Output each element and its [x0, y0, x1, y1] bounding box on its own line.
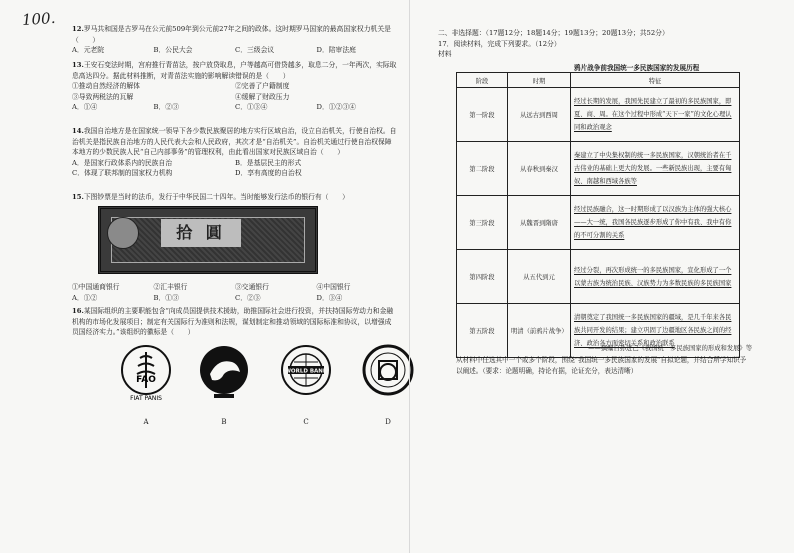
banknote-denomination: 拾 圓 — [161, 219, 241, 247]
header-feature: 特征 — [571, 73, 740, 88]
material-label: 材料 — [438, 50, 452, 59]
options — [72, 45, 398, 56]
logo-options — [120, 344, 420, 434]
statements — [72, 282, 398, 293]
dove-globe-logo[interactable] — [198, 344, 250, 404]
question-13 — [72, 60, 398, 113]
cell-stage: 第二阶段 — [457, 142, 508, 196]
cell-stage: 第一阶段 — [457, 88, 508, 142]
header-stage: 阶段 — [457, 73, 508, 88]
cell-stage: 第五阶段 — [457, 304, 508, 358]
question-17-task: 从材料中任选其中一个或多个阶段，围绕“我国统一多民族国家的发展”自拟论题，并结合所学知识予以阐述。（要求：论题明确，持论有据，论证充分，表达清晰） — [456, 356, 747, 375]
cell-period: 从五代到元 — [508, 250, 571, 304]
statement-4: ④中国银行 — [316, 283, 351, 291]
option-c[interactable]: C．体现了联邦制的国家权力机构 — [72, 169, 173, 178]
table-caption: 鸦片战争前我国统一多民族国家的发展历程 — [574, 64, 700, 72]
question-stem: 下图钞票是当时的法币，发行于中华民国二十四年。当时能够发行法币的银行有（ ） — [83, 193, 349, 201]
cell-stage: 第四阶段 — [457, 250, 508, 304]
table-row — [457, 250, 740, 304]
option-c[interactable]: C．①③④ — [235, 103, 268, 112]
option-a[interactable]: A．是国家行政体系内的民族自治 — [72, 158, 173, 167]
header-period: 时期 — [508, 73, 571, 88]
question-number: 14. — [72, 127, 84, 135]
option-b[interactable]: B．公民大会 — [153, 46, 193, 55]
table-header-row — [457, 73, 740, 88]
option-d[interactable]: D．③④ — [316, 293, 343, 302]
option-a[interactable]: A．①② — [72, 293, 98, 302]
statement-1: ①推动自然经济的解体 — [72, 82, 140, 91]
options — [72, 102, 398, 113]
option-d[interactable]: D．陪审法庭 — [316, 46, 356, 55]
banknote-image — [98, 206, 318, 274]
banknote-emblem — [107, 217, 139, 249]
handwritten-score: 100. — [21, 8, 56, 30]
section-header — [438, 28, 758, 60]
svg-text:WORLD BANK: WORLD BANK — [284, 368, 328, 375]
question-number: 12. — [72, 25, 84, 33]
svg-text:FIAT PANIS: FIAT PANIS — [130, 395, 162, 402]
page-fold-divider — [409, 0, 410, 553]
cell-feature: 秦建立了中央集权制的统一多民族国家，汉朝统治者在千古伟业的基础上更大的发展。一些新民族出现，主要有匈奴、南越和西域各族等 — [571, 142, 740, 196]
question-12 — [72, 24, 398, 56]
option-a[interactable]: A．①④ — [72, 103, 98, 112]
fao-logo[interactable] — [120, 344, 172, 404]
option-b[interactable]: B．是基层民主的形式 — [235, 158, 302, 167]
logo-label-b: B — [221, 418, 227, 426]
option-b[interactable]: B．②③ — [153, 103, 179, 112]
question-stem: 我国自治地方是在国家统一领导下各少数民族聚居的地方实行区域自治，设立自治机关，行使自治权。自治机关是指民族自治地方的人民代表大会和人民政府，其次才是“自治机关”。自治机关通过行使自治权保障本地方的少数民族人民“自己内部事务”的管理权利，由此看出国家对民族区域自治（ ） — [72, 127, 397, 157]
table-row — [457, 196, 740, 250]
question-17-title: 17．阅读材料，完成下列要求。（12分） — [438, 39, 561, 48]
cell-period: 从远古到西周 — [508, 88, 571, 142]
question-stem: 某国际组织的主要职能包含“向成员国提供技术援助，助推国际社会进行投资，并扶持国际劳动力和金融机构的市场化发展项目；制定有关国际行为准则和法规，谋划制定和推动领域的国际标准和协议，以增强成员国经济实力。”该组织的徽标是（ ） — [72, 307, 394, 337]
cell-period: 明清（前鸦片战争） — [508, 304, 571, 358]
statement-4: ④缓解了财政压力 — [235, 92, 290, 101]
cell-period: 从魏晋到隋唐 — [508, 196, 571, 250]
section-title: 二、非选择题：（17题12分；18题14分；19题13分；20题13分；共52分） — [438, 29, 669, 37]
option-a[interactable]: A．元老院 — [72, 46, 105, 55]
option-c[interactable]: C．②③ — [235, 293, 261, 302]
cell-feature: 经过分裂，再次形成统一的多民族国家，宣化形成了一个以蒙古族为统治民族、汉族势力为多数民族的多民族国家 — [571, 250, 740, 304]
statement-3: ③导致两税法的瓦解 — [72, 92, 134, 101]
table-row — [457, 142, 740, 196]
world-bank-logo[interactable] — [280, 344, 332, 404]
right-page — [426, 0, 756, 553]
question-number: 15. — [72, 193, 84, 201]
statement-2: ②汇丰银行 — [153, 283, 188, 291]
cell-feature: 经过长期的发展，我国先民建立了最初的多民族国家，即夏、商、周。在这个过程中形成“天下一家”的文化心理认同和政治观念 — [571, 88, 740, 142]
logo-label-d: D — [385, 418, 391, 426]
question-number: 13. — [72, 61, 84, 69]
logo-label-a: A — [143, 418, 149, 426]
cell-stage: 第三阶段 — [457, 196, 508, 250]
material-source: ——摘编自孙进己《我国统一多民族国家的形成和发展》等 — [588, 345, 752, 352]
statement-3: ③交通银行 — [235, 283, 269, 291]
cell-feature: 经过民族融合，这一时期形成了以汉族为主体的强大核心——大一统，我国各民族逐步形成了你中有我、我中有你的不可分割的关系 — [571, 196, 740, 250]
table-row — [457, 88, 740, 142]
statement-1: ①中国通商银行 — [72, 283, 120, 291]
statement-2: ②完善了户籍制度 — [235, 82, 290, 91]
cell-period: 从春秋到秦汉 — [508, 142, 571, 196]
statements — [72, 81, 398, 102]
option-c[interactable]: C．三级会议 — [235, 46, 275, 55]
options — [72, 158, 398, 179]
question-16 — [72, 306, 398, 338]
cell-feature: 清朝奠定了我国统一多民族国家的疆域，是几千年来各民族共同开发的结果；建立巩固了边疆地区各民族之间的经济、政治各方面密切关系和政治联系 — [571, 304, 740, 358]
history-table — [456, 72, 740, 358]
question-15 — [72, 192, 398, 203]
question-number: 16. — [72, 307, 84, 315]
logo-label-c: C — [303, 418, 309, 426]
world-heritage-logo[interactable] — [362, 344, 414, 404]
option-d[interactable]: D．享有高度的自治权 — [235, 169, 302, 178]
question-stem: 王安石变法时期，宫府推行青苗法，按户放贷取息，户等越高可借贷越多，取息二分，一年两次，实际取息高达四分。据此材料推断，对青苗法实施的影响解读错误的是（ ） — [72, 61, 397, 80]
options — [72, 293, 398, 304]
left-page — [72, 0, 398, 553]
option-d[interactable]: D．①②③④ — [316, 103, 356, 112]
option-b[interactable]: B．①③ — [153, 293, 179, 302]
question-stem: 罗马共和国是古罗马在公元前509年到公元前27年之间的政体。这时期罗马国家的最高国家权力机关是（ ） — [72, 25, 391, 44]
question-15-options — [72, 282, 398, 303]
svg-text:FAO: FAO — [136, 375, 156, 385]
question-14 — [72, 126, 398, 179]
